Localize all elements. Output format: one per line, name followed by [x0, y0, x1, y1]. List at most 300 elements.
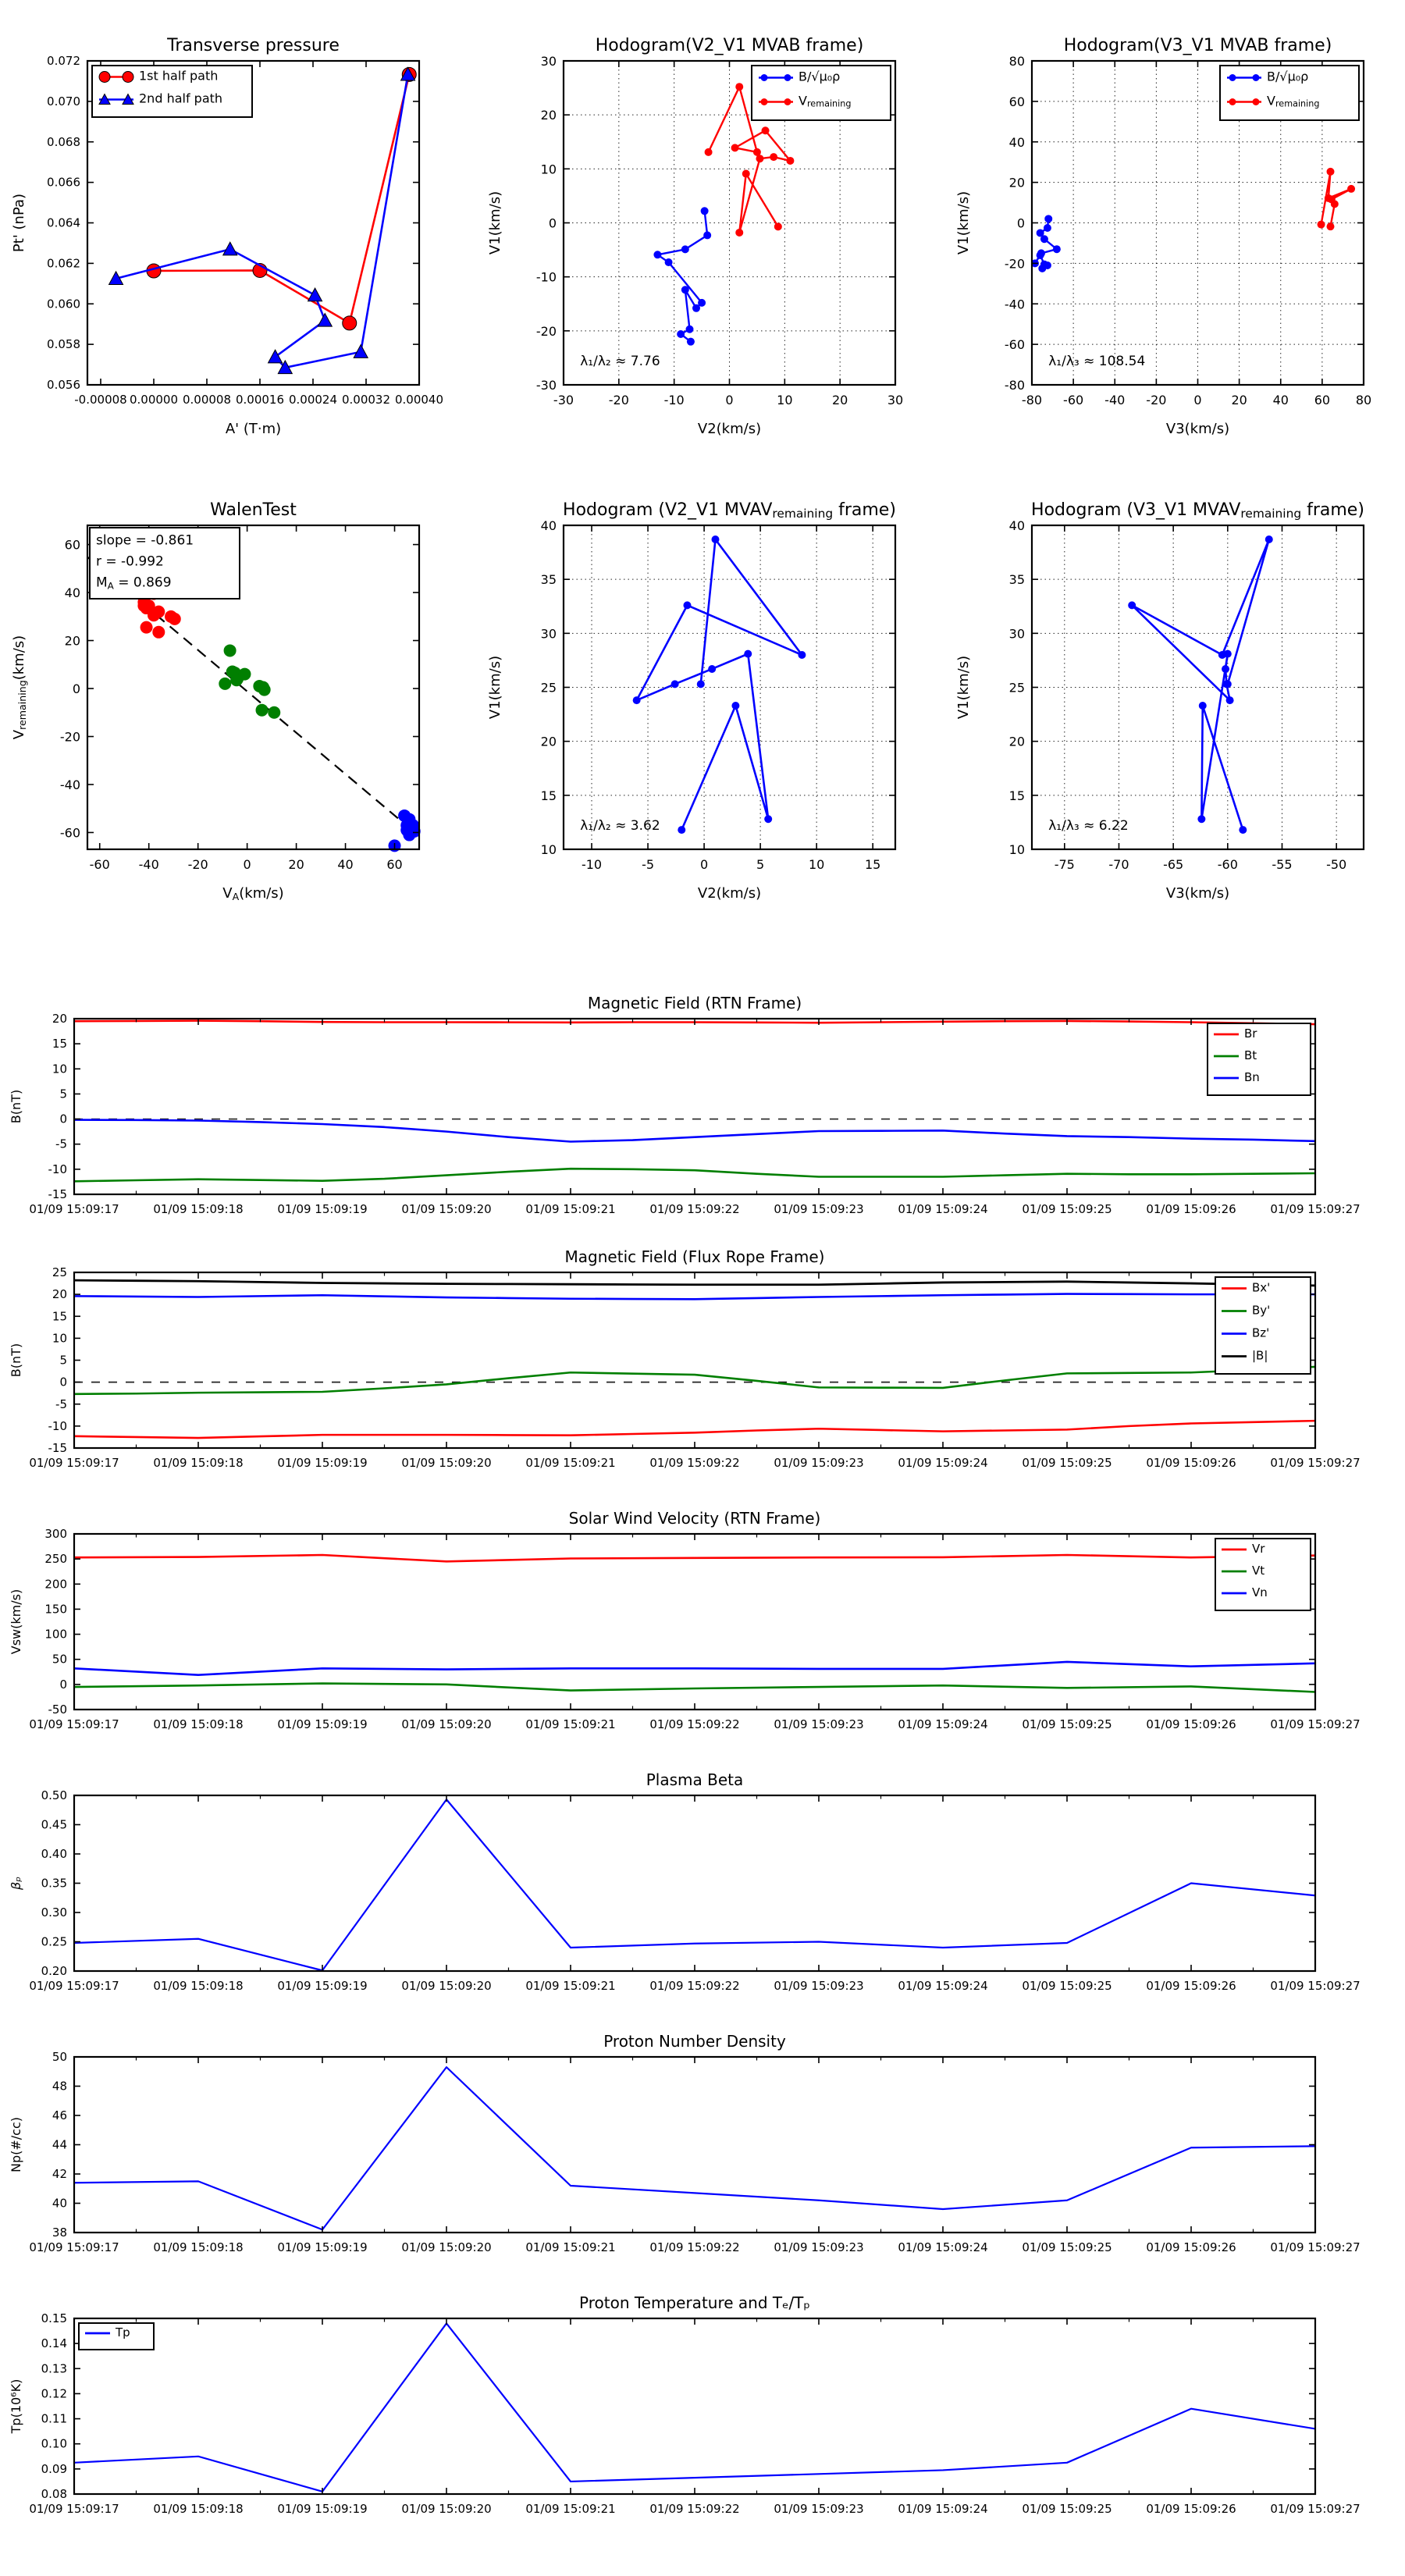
svg-text:-60: -60: [1004, 336, 1025, 352]
svg-text:0.10: 0.10: [41, 2436, 67, 2451]
svg-text:01/09 15:09:22: 01/09 15:09:22: [649, 1717, 740, 1731]
svg-text:40: 40: [64, 585, 80, 600]
svg-text:0: 0: [59, 1112, 67, 1126]
svg-text:01/09 15:09:20: 01/09 15:09:20: [401, 2502, 492, 2516]
svg-text:01/09 15:09:20: 01/09 15:09:20: [401, 1717, 492, 1731]
svg-text:35: 35: [1008, 571, 1025, 587]
svg-text:250: 250: [44, 1552, 67, 1567]
svg-text:0.25: 0.25: [41, 1934, 67, 1949]
svg-text:MA = 0.869: MA = 0.869: [96, 575, 172, 592]
svg-text:Bx': Bx': [1252, 1280, 1271, 1295]
svg-text:15: 15: [540, 788, 557, 803]
svg-text:B/√μ₀ρ: B/√μ₀ρ: [799, 69, 841, 84]
svg-text:60: 60: [386, 857, 403, 872]
svg-text:50: 50: [52, 1652, 67, 1667]
grid-lines: [564, 525, 895, 849]
svg-text:01/09 15:09:17: 01/09 15:09:17: [29, 1202, 119, 1216]
hodogram-v3v1-mvav-series-V-hodogram: [1128, 535, 1273, 834]
legend: [752, 66, 891, 120]
svg-text:-75: -75: [1054, 857, 1075, 872]
svg-text:01/09 15:09:23: 01/09 15:09:23: [774, 1717, 864, 1731]
svg-text:15: 15: [1008, 788, 1025, 803]
svg-text:01/09 15:09:18: 01/09 15:09:18: [153, 1979, 244, 1993]
svg-text:-10: -10: [581, 857, 603, 872]
svg-text:0.00016: 0.00016: [235, 393, 285, 407]
b-rtn-svg: [0, 972, 1405, 1226]
svg-text:10: 10: [777, 393, 793, 407]
axis-ticks: [29, 1012, 1360, 1216]
svg-text:01/09 15:09:18: 01/09 15:09:18: [153, 1202, 244, 1216]
svg-text:0.00000: 0.00000: [129, 393, 179, 407]
svg-text:-40: -40: [59, 777, 80, 792]
svg-text:60: 60: [1008, 94, 1025, 109]
svg-text:01/09 15:09:18: 01/09 15:09:18: [153, 1456, 244, 1470]
svg-text:1st half path: 1st half path: [139, 68, 219, 84]
svg-text:20: 20: [52, 1287, 67, 1302]
vsw-rtn-series-Vn: [74, 1662, 1315, 1675]
svg-text:01/09 15:09:25: 01/09 15:09:25: [1022, 1717, 1112, 1731]
svg-text:10: 10: [52, 1062, 67, 1076]
svg-text:01/09 15:09:19: 01/09 15:09:19: [277, 1717, 368, 1731]
plasma-beta-series-beta: [74, 1799, 1315, 1970]
svg-text:01/09 15:09:19: 01/09 15:09:19: [277, 1979, 368, 1993]
svg-text:40: 40: [1008, 518, 1025, 533]
svg-text:-30: -30: [553, 393, 574, 407]
svg-text:-5: -5: [642, 857, 655, 872]
hodogram-v3v1-mvab-svg: [944, 0, 1405, 476]
plot-frame: [74, 1795, 1315, 1971]
proton-density-series-Np: [74, 2067, 1315, 2229]
svg-text:01/09 15:09:25: 01/09 15:09:25: [1022, 1456, 1112, 1470]
svg-text:-20: -20: [187, 857, 208, 872]
chart-proton-temperature: [0, 2272, 1405, 2528]
svg-text:0.13: 0.13: [41, 2361, 67, 2376]
svg-text:-60: -60: [1063, 393, 1084, 407]
svg-text:01/09 15:09:19: 01/09 15:09:19: [277, 1456, 368, 1470]
chart-hodogram-v3v1-mvav: [944, 464, 1405, 944]
svg-text:0.058: 0.058: [47, 337, 80, 352]
svg-text:0.00008: 0.00008: [182, 393, 232, 407]
y-axis-label: Vremaining(km/s): [11, 635, 28, 740]
svg-text:40: 40: [52, 2196, 67, 2211]
svg-text:-20: -20: [1004, 255, 1025, 271]
svg-text:01/09 15:09:27: 01/09 15:09:27: [1270, 1717, 1361, 1731]
svg-text:0.15: 0.15: [41, 2311, 67, 2325]
proton-density-svg: [0, 2010, 1405, 2264]
svg-text:-40: -40: [1104, 393, 1126, 407]
y-axis-label: Np(#/cc): [9, 2117, 23, 2172]
svg-text:-20: -20: [59, 729, 80, 745]
svg-text:Bt: Bt: [1244, 1048, 1257, 1062]
chart-title: Magnetic Field (Flux Rope Frame): [564, 1247, 825, 1266]
svg-text:-60: -60: [89, 857, 110, 872]
svg-text:0: 0: [72, 681, 80, 696]
legend: [1215, 1539, 1311, 1610]
hodogram-v2v1-mvav-series-V-hodogram: [633, 535, 806, 834]
hodogram-v2v1-mvav-svg: [476, 464, 944, 941]
legend: [92, 66, 252, 117]
svg-text:01/09 15:09:20: 01/09 15:09:20: [401, 1979, 492, 1993]
svg-text:46: 46: [52, 2108, 67, 2122]
svg-text:0: 0: [243, 857, 251, 872]
svg-text:Vr: Vr: [1252, 1542, 1265, 1556]
b-fluxrope-series-Bx': [74, 1421, 1315, 1438]
b-fluxrope-series-|B|: [74, 1280, 1315, 1286]
svg-text:r = -0.992: r = -0.992: [96, 553, 164, 570]
walen-test-series-last-cluster: [389, 809, 421, 852]
svg-text:01/09 15:09:17: 01/09 15:09:17: [29, 1456, 119, 1470]
y-axis-label: V1(km/s): [487, 190, 503, 255]
svg-text:30: 30: [540, 625, 557, 641]
vsw-rtn-svg: [0, 1487, 1405, 1741]
hodogram-v3v1-mvav-svg: [944, 464, 1405, 941]
svg-text:01/09 15:09:27: 01/09 15:09:27: [1270, 1202, 1361, 1216]
chart-title: Plasma Beta: [646, 1770, 744, 1789]
vsw-rtn-series-Vt: [74, 1684, 1315, 1692]
svg-text:15: 15: [52, 1037, 67, 1051]
svg-text:01/09 15:09:24: 01/09 15:09:24: [898, 1717, 988, 1731]
svg-text:0: 0: [725, 393, 734, 407]
svg-text:Vremaining: Vremaining: [1267, 93, 1320, 109]
legend: [1215, 1277, 1311, 1374]
b-fluxrope-series-Bz': [74, 1294, 1315, 1300]
svg-text:200: 200: [44, 1577, 67, 1592]
svg-text:01/09 15:09:24: 01/09 15:09:24: [898, 2240, 988, 2254]
svg-text:B/√μ₀ρ: B/√μ₀ρ: [1267, 69, 1309, 84]
svg-text:01/09 15:09:20: 01/09 15:09:20: [401, 1202, 492, 1216]
svg-text:-65: -65: [1163, 857, 1184, 872]
svg-text:-30: -30: [535, 377, 557, 393]
svg-text:-5: -5: [55, 1397, 67, 1411]
svg-text:-80: -80: [1021, 393, 1043, 407]
svg-text:01/09 15:09:18: 01/09 15:09:18: [153, 1717, 244, 1731]
svg-text:5: 5: [756, 857, 765, 872]
svg-text:01/09 15:09:25: 01/09 15:09:25: [1022, 1979, 1112, 1993]
svg-text:01/09 15:09:23: 01/09 15:09:23: [774, 2502, 864, 2516]
svg-text:01/09 15:09:21: 01/09 15:09:21: [525, 1979, 616, 1993]
y-axis-label: V1(km/s): [955, 190, 972, 255]
svg-text:01/09 15:09:19: 01/09 15:09:19: [277, 2502, 368, 2516]
chart-title: Hodogram(V3_V1 MVAB frame): [1063, 36, 1332, 55]
svg-text:-50: -50: [48, 1703, 67, 1717]
svg-text:0.00040: 0.00040: [394, 393, 444, 407]
svg-text:0.066: 0.066: [47, 175, 80, 190]
chart-hodogram-v2v1-mvab: [476, 0, 944, 479]
svg-text:10: 10: [540, 161, 557, 176]
svg-text:25: 25: [1008, 680, 1025, 695]
svg-text:-20: -20: [1146, 393, 1167, 407]
svg-text:01/09 15:09:21: 01/09 15:09:21: [525, 1456, 616, 1470]
lambda-annotation: λ₁/λ₃ ≈ 108.54: [1048, 354, 1146, 370]
svg-text:300: 300: [44, 1527, 67, 1541]
svg-text:25: 25: [540, 680, 557, 695]
svg-text:01/09 15:09:18: 01/09 15:09:18: [153, 2240, 244, 2254]
svg-text:-40: -40: [138, 857, 159, 872]
svg-text:20: 20: [288, 857, 304, 872]
svg-text:-20: -20: [535, 323, 557, 339]
svg-text:20: 20: [1231, 393, 1247, 407]
svg-text:5: 5: [59, 1353, 67, 1368]
x-axis-label: VA(km/s): [222, 885, 284, 902]
hodogram-v2v1-mvab-series-B-hodogram: [653, 207, 711, 345]
svg-text:-20: -20: [608, 393, 629, 407]
svg-text:80: 80: [1355, 393, 1372, 407]
svg-text:01/09 15:09:20: 01/09 15:09:20: [401, 1456, 492, 1470]
y-axis-label: B(nT): [9, 1089, 23, 1124]
chart-title: Proton Temperature and Tₑ/Tₚ: [579, 2293, 810, 2312]
svg-text:0.09: 0.09: [41, 2461, 67, 2476]
svg-text:20: 20: [540, 107, 557, 123]
svg-text:01/09 15:09:21: 01/09 15:09:21: [525, 1717, 616, 1731]
legend: [1220, 66, 1359, 120]
svg-text:0: 0: [59, 1375, 67, 1389]
svg-text:01/09 15:09:24: 01/09 15:09:24: [898, 2502, 988, 2516]
x-axis-label: V2(km/s): [697, 421, 762, 437]
lambda-annotation: λ₁/λ₃ ≈ 6.22: [1048, 818, 1129, 834]
svg-text:slope = -0.861: slope = -0.861: [96, 532, 194, 549]
svg-text:10: 10: [540, 841, 557, 857]
legend: [1208, 1023, 1311, 1095]
chart-title: Magnetic Field (RTN Frame): [587, 994, 802, 1012]
svg-text:100: 100: [44, 1627, 67, 1642]
svg-text:0.40: 0.40: [41, 1847, 67, 1861]
svg-text:15: 15: [52, 1309, 67, 1324]
svg-text:01/09 15:09:25: 01/09 15:09:25: [1022, 2502, 1112, 2516]
svg-text:Tp: Tp: [116, 2325, 130, 2339]
svg-text:-10: -10: [663, 393, 685, 407]
vsw-rtn-series-Vr: [74, 1555, 1315, 1561]
svg-text:01/09 15:09:26: 01/09 15:09:26: [1146, 1717, 1236, 1731]
svg-text:01/09 15:09:26: 01/09 15:09:26: [1146, 1202, 1236, 1216]
chart-proton-number-density: [0, 2010, 1405, 2267]
svg-text:-10: -10: [535, 269, 557, 285]
svg-text:0.056: 0.056: [47, 378, 80, 392]
b-rtn-series-Bn: [74, 1120, 1315, 1142]
chart-walen-test: [0, 464, 468, 944]
svg-text:0.50: 0.50: [41, 1788, 67, 1802]
svg-text:-40: -40: [1004, 296, 1025, 311]
svg-text:01/09 15:09:21: 01/09 15:09:21: [525, 1202, 616, 1216]
svg-text:01/09 15:09:26: 01/09 15:09:26: [1146, 2502, 1236, 2516]
chart-hodogram-v2v1-mvav: [476, 464, 944, 944]
svg-text:01/09 15:09:22: 01/09 15:09:22: [649, 2240, 740, 2254]
chart-title: WalenTest: [210, 500, 297, 520]
svg-text:0.070: 0.070: [47, 94, 80, 109]
chart-title: Proton Number Density: [603, 2032, 786, 2051]
b-fluxrope-svg: [0, 1226, 1405, 1479]
svg-text:01/09 15:09:17: 01/09 15:09:17: [29, 2240, 119, 2254]
chart-solar-wind-velocity: [0, 1487, 1405, 1744]
svg-text:0: 0: [1193, 393, 1202, 407]
svg-text:0: 0: [548, 215, 557, 230]
svg-text:10: 10: [52, 1331, 67, 1346]
walen-test-svg: [0, 464, 468, 941]
transverse-pressure-svg: [0, 0, 468, 476]
svg-text:01/09 15:09:17: 01/09 15:09:17: [29, 2502, 119, 2516]
b-fluxrope-series-By': [74, 1367, 1315, 1394]
y-axis-label: Vsw(km/s): [9, 1589, 23, 1655]
chart-title: Hodogram (V3_V1 MVAVremaining frame): [1031, 500, 1364, 521]
svg-text:-0.00008: -0.00008: [74, 393, 127, 407]
svg-text:40: 40: [1272, 393, 1289, 407]
svg-text:5: 5: [59, 1087, 67, 1101]
hodogram-v2v1-mvab-svg: [476, 0, 944, 476]
svg-text:40: 40: [1008, 134, 1025, 150]
axis-ticks: [29, 2311, 1360, 2516]
svg-text:01/09 15:09:22: 01/09 15:09:22: [649, 1202, 740, 1216]
plasma-beta-svg: [0, 1749, 1405, 2002]
svg-text:-60: -60: [59, 824, 80, 840]
svg-text:01/09 15:09:17: 01/09 15:09:17: [29, 1717, 119, 1731]
svg-text:0.060: 0.060: [47, 297, 80, 311]
fit-stats-box: [90, 528, 240, 599]
svg-text:-15: -15: [48, 1187, 67, 1201]
svg-text:10: 10: [1008, 841, 1025, 857]
svg-text:-10: -10: [48, 1418, 67, 1433]
svg-text:01/09 15:09:27: 01/09 15:09:27: [1270, 1456, 1361, 1470]
svg-text:01/09 15:09:23: 01/09 15:09:23: [774, 2240, 864, 2254]
svg-text:01/09 15:09:27: 01/09 15:09:27: [1270, 2240, 1361, 2254]
svg-text:40: 40: [337, 857, 354, 872]
lambda-annotation: λ₁/λ₂ ≈ 3.62: [580, 818, 660, 834]
svg-text:44: 44: [52, 2137, 67, 2152]
svg-text:01/09 15:09:22: 01/09 15:09:22: [649, 1979, 740, 1993]
svg-text:01/09 15:09:25: 01/09 15:09:25: [1022, 2240, 1112, 2254]
plot-frame: [1032, 525, 1364, 849]
svg-text:0.11: 0.11: [41, 2411, 67, 2426]
svg-text:01/09 15:09:25: 01/09 15:09:25: [1022, 1202, 1112, 1216]
svg-text:0.20: 0.20: [41, 1964, 67, 1978]
svg-text:20: 20: [831, 393, 848, 407]
chart-title: Solar Wind Velocity (RTN Frame): [568, 1509, 821, 1528]
svg-text:0.14: 0.14: [41, 2336, 67, 2351]
svg-text:01/09 15:09:22: 01/09 15:09:22: [649, 1456, 740, 1470]
svg-text:60: 60: [1314, 393, 1331, 407]
svg-text:-80: -80: [1004, 377, 1025, 393]
svg-text:0.00032: 0.00032: [341, 393, 391, 407]
svg-text:01/09 15:09:23: 01/09 15:09:23: [774, 1979, 864, 1993]
svg-text:01/09 15:09:21: 01/09 15:09:21: [525, 2240, 616, 2254]
axis-ticks: [29, 2050, 1360, 2254]
svg-text:01/09 15:09:17: 01/09 15:09:17: [29, 1979, 119, 1993]
svg-text:-60: -60: [1217, 857, 1238, 872]
svg-text:01/09 15:09:24: 01/09 15:09:24: [898, 1456, 988, 1470]
svg-text:|B|: |B|: [1252, 1348, 1268, 1363]
svg-text:0.072: 0.072: [47, 54, 80, 68]
b-rtn-series-Bt: [74, 1169, 1315, 1181]
svg-text:01/09 15:09:27: 01/09 15:09:27: [1270, 2502, 1361, 2516]
svg-text:20: 20: [52, 1012, 67, 1026]
chart-hodogram-v3v1-mvab: [944, 0, 1405, 479]
svg-text:01/09 15:09:27: 01/09 15:09:27: [1270, 1979, 1361, 1993]
svg-text:0.08: 0.08: [41, 2487, 67, 2501]
plot-frame: [74, 1019, 1315, 1194]
svg-text:0.12: 0.12: [41, 2386, 67, 2401]
svg-text:01/09 15:09:18: 01/09 15:09:18: [153, 2502, 244, 2516]
svg-text:-10: -10: [48, 1162, 67, 1176]
svg-text:01/09 15:09:21: 01/09 15:09:21: [525, 2502, 616, 2516]
svg-text:Bz': Bz': [1252, 1325, 1270, 1340]
svg-text:-15: -15: [48, 1441, 67, 1455]
svg-text:Vt: Vt: [1252, 1564, 1265, 1578]
hodogram-v3v1-mvab-series-V-hodogram: [1318, 168, 1356, 230]
svg-text:-55: -55: [1272, 857, 1293, 872]
axis-ticks: [29, 1788, 1360, 1993]
plot-frame: [74, 1534, 1315, 1710]
svg-text:01/09 15:09:19: 01/09 15:09:19: [277, 2240, 368, 2254]
svg-text:01/09 15:09:26: 01/09 15:09:26: [1146, 1979, 1236, 1993]
svg-text:-50: -50: [1326, 857, 1347, 872]
plot-frame: [564, 525, 895, 849]
svg-text:Bn: Bn: [1244, 1070, 1260, 1084]
y-axis-label: V1(km/s): [955, 655, 972, 720]
svg-text:38: 38: [52, 2226, 67, 2240]
svg-text:25: 25: [52, 1265, 67, 1279]
chart-title: Hodogram (V2_V1 MVAVremaining frame): [563, 500, 896, 521]
y-axis-label: βₚ: [9, 1876, 23, 1891]
svg-text:01/09 15:09:26: 01/09 15:09:26: [1146, 1456, 1236, 1470]
svg-text:-70: -70: [1108, 857, 1129, 872]
svg-text:30: 30: [1008, 625, 1025, 641]
svg-text:0.35: 0.35: [41, 1876, 67, 1891]
x-axis-label: V3(km/s): [1165, 421, 1230, 437]
svg-text:01/09 15:09:24: 01/09 15:09:24: [898, 1979, 988, 1993]
svg-text:48: 48: [52, 2079, 67, 2094]
svg-text:0.30: 0.30: [41, 1905, 67, 1920]
x-axis-label: A' (T·m): [225, 421, 282, 437]
y-axis-label: Tp(10⁶K): [9, 2379, 23, 2434]
svg-text:20: 20: [540, 734, 557, 749]
svg-text:42: 42: [52, 2167, 67, 2181]
svg-text:0.062: 0.062: [47, 256, 80, 271]
chart-title: Transverse pressure: [167, 36, 340, 55]
svg-text:01/09 15:09:26: 01/09 15:09:26: [1146, 2240, 1236, 2254]
svg-text:0: 0: [1016, 215, 1025, 230]
svg-text:01/09 15:09:19: 01/09 15:09:19: [277, 1202, 368, 1216]
svg-text:0.45: 0.45: [41, 1817, 67, 1832]
svg-text:Vn: Vn: [1252, 1585, 1268, 1599]
svg-text:20: 20: [1008, 734, 1025, 749]
plot-frame: [74, 2318, 1315, 2494]
svg-text:0.00024: 0.00024: [288, 393, 338, 407]
svg-text:0: 0: [59, 1677, 67, 1692]
svg-text:Vremaining: Vremaining: [799, 93, 852, 109]
svg-text:80: 80: [1008, 53, 1025, 69]
x-axis-label: V2(km/s): [697, 885, 762, 902]
grid-lines: [1032, 525, 1364, 849]
chart-magnetic-field-rtn: [0, 972, 1405, 1229]
svg-text:01/09 15:09:24: 01/09 15:09:24: [898, 1202, 988, 1216]
svg-text:01/09 15:09:23: 01/09 15:09:23: [774, 1456, 864, 1470]
svg-text:01/09 15:09:22: 01/09 15:09:22: [649, 2502, 740, 2516]
svg-text:-5: -5: [55, 1137, 67, 1151]
svg-text:By': By': [1252, 1303, 1271, 1318]
chart-transverse-pressure: [0, 0, 468, 479]
x-axis-label: V3(km/s): [1165, 885, 1230, 902]
svg-text:40: 40: [540, 518, 557, 533]
svg-text:Br: Br: [1244, 1026, 1257, 1041]
svg-text:30: 30: [887, 393, 904, 407]
svg-text:150: 150: [44, 1602, 67, 1617]
svg-text:0: 0: [699, 857, 709, 872]
y-axis-label: B(nT): [9, 1343, 23, 1378]
svg-text:2nd half path: 2nd half path: [139, 91, 223, 106]
walen-test-series-mid-cluster: [219, 644, 280, 718]
chart-magnetic-field-fluxrope: [0, 1226, 1405, 1482]
svg-text:60: 60: [64, 537, 80, 553]
chart-title: Hodogram(V2_V1 MVAB frame): [595, 36, 864, 55]
svg-text:01/09 15:09:23: 01/09 15:09:23: [774, 1202, 864, 1216]
